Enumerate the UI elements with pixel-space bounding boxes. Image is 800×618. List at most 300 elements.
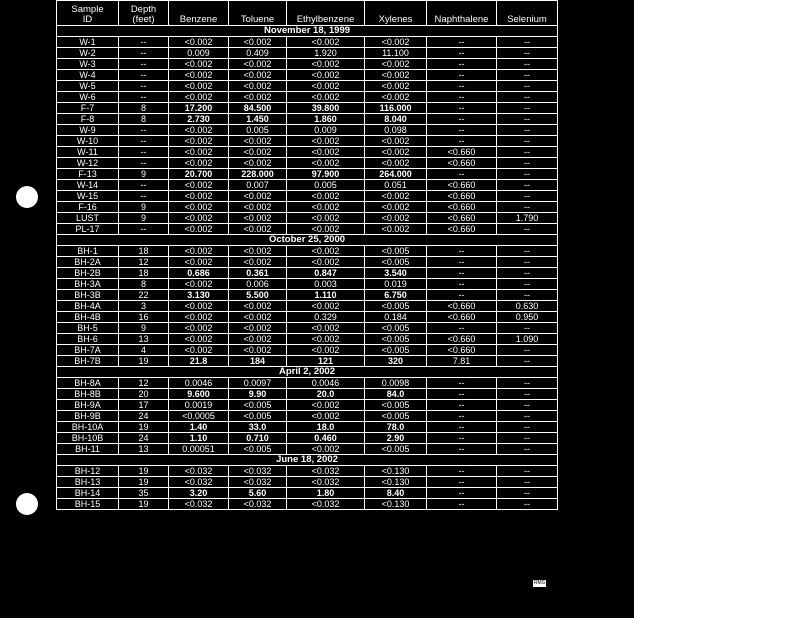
table-cell: <0.002 <box>287 92 365 103</box>
table-cell: -- <box>119 147 169 158</box>
column-header: Toluene <box>229 1 287 26</box>
table-row <box>57 268 558 279</box>
table-cell: 0.184 <box>365 312 427 323</box>
table-cell: 0.007 <box>229 180 287 191</box>
table-cell: <0.002 <box>229 158 287 169</box>
table-cell: -- <box>497 400 558 411</box>
table-cell: <0.005 <box>365 323 427 334</box>
table-cell: -- <box>497 323 558 334</box>
table-cell: <0.002 <box>365 70 427 81</box>
table-cell: -- <box>497 378 558 389</box>
table-cell: 9 <box>119 213 169 224</box>
table-cell: <0.005 <box>365 444 427 455</box>
sample-id-cell: BH-7A <box>57 345 119 356</box>
table-cell: 0.0019 <box>169 400 229 411</box>
table-cell: <0.002 <box>229 301 287 312</box>
table-row <box>57 147 558 158</box>
table-cell: 20 <box>119 389 169 400</box>
table-cell: -- <box>497 180 558 191</box>
table-cell: -- <box>497 114 558 125</box>
table-cell: <0.002 <box>287 59 365 70</box>
table-cell: <0.002 <box>169 191 229 202</box>
table-cell: 0.847 <box>287 268 365 279</box>
table-cell: -- <box>497 59 558 70</box>
table-cell: 84.500 <box>229 103 287 114</box>
table-cell: <0.002 <box>287 158 365 169</box>
table-cell: 16 <box>119 312 169 323</box>
table-cell: 2.730 <box>169 114 229 125</box>
table-row <box>57 466 558 477</box>
sample-id-cell: BH-15 <box>57 499 119 510</box>
table-cell: <0.130 <box>365 499 427 510</box>
table-cell: 3 <box>119 301 169 312</box>
table-cell: -- <box>497 136 558 147</box>
table-cell: 0.006 <box>229 279 287 290</box>
sample-id-cell: BH-4A <box>57 301 119 312</box>
table-cell: 8 <box>119 103 169 114</box>
table-cell: <0.660 <box>427 345 497 356</box>
table-cell: <0.002 <box>365 37 427 48</box>
table-cell: <0.002 <box>169 312 229 323</box>
table-cell: -- <box>497 268 558 279</box>
table-cell: 84.0 <box>365 389 427 400</box>
table-cell: <0.002 <box>229 202 287 213</box>
table-cell: 9 <box>119 169 169 180</box>
table-cell: <0.032 <box>229 477 287 488</box>
table-cell: 5.60 <box>229 488 287 499</box>
table-row <box>57 378 558 389</box>
table-row <box>57 213 558 224</box>
table-cell: <0.002 <box>229 224 287 235</box>
table-cell: -- <box>427 114 497 125</box>
table-cell: 11.100 <box>365 48 427 59</box>
table-cell: 0.009 <box>169 48 229 59</box>
table-cell: 264.000 <box>365 169 427 180</box>
analytical-results-table-wrap <box>56 0 557 510</box>
table-cell: 0.098 <box>365 125 427 136</box>
table-cell: -- <box>497 389 558 400</box>
table-cell: 3.130 <box>169 290 229 301</box>
table-cell: <0.002 <box>287 202 365 213</box>
table-cell: 121 <box>287 356 365 367</box>
table-cell: -- <box>497 92 558 103</box>
table-cell: <0.660 <box>427 147 497 158</box>
table-cell: -- <box>427 81 497 92</box>
table-cell: <0.032 <box>169 499 229 510</box>
sample-id-cell: W-12 <box>57 158 119 169</box>
table-cell: <0.660 <box>427 202 497 213</box>
table-cell: 0.950 <box>497 312 558 323</box>
table-cell: <0.660 <box>427 180 497 191</box>
table-cell: -- <box>497 70 558 81</box>
sample-id-cell: PL-17 <box>57 224 119 235</box>
table-cell: <0.660 <box>427 301 497 312</box>
section-date-row <box>57 455 558 466</box>
table-cell: 1.40 <box>169 422 229 433</box>
sample-id-cell: W-4 <box>57 70 119 81</box>
table-cell: -- <box>497 356 558 367</box>
table-cell: <0.002 <box>169 125 229 136</box>
table-cell: -- <box>119 158 169 169</box>
table-cell: 18 <box>119 246 169 257</box>
table-row <box>57 202 558 213</box>
table-row <box>57 246 558 257</box>
table-cell: <0.002 <box>365 147 427 158</box>
table-cell: <0.032 <box>287 477 365 488</box>
table-cell: 24 <box>119 411 169 422</box>
table-cell: <0.005 <box>365 246 427 257</box>
table-row <box>57 389 558 400</box>
table-cell: 0.003 <box>287 279 365 290</box>
punch-hole-bottom <box>16 493 38 515</box>
column-header: Sample ID <box>57 1 119 26</box>
table-cell: <0.002 <box>229 147 287 158</box>
table-cell: -- <box>497 279 558 290</box>
table-cell: -- <box>497 125 558 136</box>
table-cell: -- <box>427 70 497 81</box>
table-cell: 0.005 <box>287 180 365 191</box>
table-cell: <0.002 <box>169 345 229 356</box>
column-header: Ethylbenzene <box>287 1 365 26</box>
sample-id-cell: BH-9A <box>57 400 119 411</box>
table-cell: 24 <box>119 433 169 444</box>
sample-id-cell: W-3 <box>57 59 119 70</box>
table-cell: <0.002 <box>229 191 287 202</box>
table-cell: 0.019 <box>365 279 427 290</box>
table-cell: 9 <box>119 202 169 213</box>
column-header: Naphthalene <box>427 1 497 26</box>
table-row <box>57 477 558 488</box>
table-cell: -- <box>427 48 497 59</box>
table-cell: -- <box>427 389 497 400</box>
table-cell: 17 <box>119 400 169 411</box>
sample-id-cell: F-16 <box>57 202 119 213</box>
table-cell: 8.40 <box>365 488 427 499</box>
sample-id-cell: W-9 <box>57 125 119 136</box>
table-cell: -- <box>427 125 497 136</box>
table-cell: <0.002 <box>287 224 365 235</box>
sample-id-cell: BH-4B <box>57 312 119 323</box>
table-cell: -- <box>497 433 558 444</box>
table-cell: <0.002 <box>287 334 365 345</box>
table-cell: 5.500 <box>229 290 287 301</box>
column-header: Benzene <box>169 1 229 26</box>
table-row <box>57 488 558 499</box>
table-cell: -- <box>497 37 558 48</box>
table-cell: -- <box>427 499 497 510</box>
table-cell: <0.005 <box>365 411 427 422</box>
table-cell: 22 <box>119 290 169 301</box>
table-cell: <0.002 <box>287 301 365 312</box>
sample-id-cell: LUST <box>57 213 119 224</box>
table-cell: 78.0 <box>365 422 427 433</box>
table-cell: <0.002 <box>229 213 287 224</box>
table-cell: <0.002 <box>169 180 229 191</box>
table-cell: -- <box>427 279 497 290</box>
table-cell: -- <box>119 37 169 48</box>
table-row <box>57 81 558 92</box>
table-cell: <0.002 <box>287 444 365 455</box>
table-cell: <0.002 <box>169 224 229 235</box>
table-cell: <0.002 <box>169 301 229 312</box>
table-cell: 1.090 <box>497 334 558 345</box>
table-cell: 116.000 <box>365 103 427 114</box>
sample-id-cell: BH-7B <box>57 356 119 367</box>
table-cell: 20.700 <box>169 169 229 180</box>
table-cell: <0.002 <box>287 191 365 202</box>
table-cell: <0.002 <box>229 37 287 48</box>
sample-id-cell: W-2 <box>57 48 119 59</box>
sample-id-cell: BH-10B <box>57 433 119 444</box>
table-cell: <0.660 <box>427 158 497 169</box>
table-cell: 1.860 <box>287 114 365 125</box>
table-cell: -- <box>497 169 558 180</box>
table-cell: <0.002 <box>287 246 365 257</box>
table-cell: 1.110 <box>287 290 365 301</box>
table-cell: <0.002 <box>169 81 229 92</box>
sample-id-cell: BH-3A <box>57 279 119 290</box>
table-cell: -- <box>427 411 497 422</box>
table-cell: -- <box>497 147 558 158</box>
table-cell: 320 <box>365 356 427 367</box>
table-cell: -- <box>119 92 169 103</box>
table-cell: <0.002 <box>169 323 229 334</box>
sample-id-cell: W-5 <box>57 81 119 92</box>
table-cell: 0.630 <box>497 301 558 312</box>
column-header: Xylenes <box>365 1 427 26</box>
table-cell: <0.002 <box>229 323 287 334</box>
sample-id-cell: BH-12 <box>57 466 119 477</box>
sample-id-cell: BH-5 <box>57 323 119 334</box>
table-row <box>57 158 558 169</box>
table-cell: <0.002 <box>229 334 287 345</box>
table-cell: <0.002 <box>287 345 365 356</box>
table-cell: 6.750 <box>365 290 427 301</box>
table-cell: 13 <box>119 444 169 455</box>
table-cell: <0.002 <box>287 400 365 411</box>
table-cell: -- <box>497 488 558 499</box>
table-cell: -- <box>427 268 497 279</box>
table-cell: 0.361 <box>229 268 287 279</box>
table-cell: <0.032 <box>229 466 287 477</box>
table-cell: <0.002 <box>169 213 229 224</box>
sample-id-cell: W-6 <box>57 92 119 103</box>
table-row <box>57 334 558 345</box>
table-row <box>57 444 558 455</box>
table-cell: 8 <box>119 114 169 125</box>
table-row <box>57 301 558 312</box>
table-cell: 0.0046 <box>169 378 229 389</box>
table-cell: -- <box>119 136 169 147</box>
table-cell: -- <box>497 477 558 488</box>
sample-id-cell: BH-6 <box>57 334 119 345</box>
sample-id-cell: BH-13 <box>57 477 119 488</box>
table-cell: -- <box>427 400 497 411</box>
table-cell: <0.002 <box>169 158 229 169</box>
table-cell: 0.0098 <box>365 378 427 389</box>
table-cell: <0.002 <box>169 136 229 147</box>
table-cell: 33.0 <box>229 422 287 433</box>
table-cell: <0.660 <box>427 224 497 235</box>
table-cell: 21.8 <box>169 356 229 367</box>
table-row <box>57 356 558 367</box>
table-cell: 7.81 <box>427 356 497 367</box>
table-row <box>57 169 558 180</box>
table-cell: -- <box>497 411 558 422</box>
table-cell: <0.002 <box>169 257 229 268</box>
sample-id-cell: BH-2A <box>57 257 119 268</box>
table-cell: 1.920 <box>287 48 365 59</box>
column-header: Selenium <box>497 1 558 26</box>
column-header: Depth (feet) <box>119 1 169 26</box>
section-date-row <box>57 26 558 37</box>
sample-id-cell: W-15 <box>57 191 119 202</box>
table-cell: -- <box>427 246 497 257</box>
table-cell: -- <box>119 180 169 191</box>
table-cell: 0.409 <box>229 48 287 59</box>
table-cell: 1.10 <box>169 433 229 444</box>
table-row <box>57 290 558 301</box>
table-cell: <0.002 <box>229 70 287 81</box>
table-cell: 19 <box>119 356 169 367</box>
table-cell: -- <box>497 257 558 268</box>
table-cell: -- <box>119 224 169 235</box>
table-cell: -- <box>497 81 558 92</box>
table-body <box>57 26 558 510</box>
table-cell: -- <box>119 48 169 59</box>
table-cell: -- <box>497 103 558 114</box>
table-cell: <0.002 <box>365 59 427 70</box>
table-cell: -- <box>427 378 497 389</box>
table-cell: <0.660 <box>427 334 497 345</box>
table-header <box>57 1 558 26</box>
table-cell: <0.002 <box>365 136 427 147</box>
table-cell: <0.002 <box>169 59 229 70</box>
table-row <box>57 70 558 81</box>
table-cell: -- <box>427 488 497 499</box>
table-cell: -- <box>497 246 558 257</box>
table-cell: <0.002 <box>169 147 229 158</box>
table-cell: 0.710 <box>229 433 287 444</box>
section-date: April 2, 2002 <box>57 367 558 378</box>
table-cell: 19 <box>119 477 169 488</box>
table-cell: -- <box>119 81 169 92</box>
table-cell: -- <box>427 477 497 488</box>
table-cell: <0.002 <box>169 334 229 345</box>
table-cell: 1.790 <box>497 213 558 224</box>
sample-id-cell: BH-8A <box>57 378 119 389</box>
table-cell: 0.00051 <box>169 444 229 455</box>
table-row <box>57 433 558 444</box>
table-row <box>57 59 558 70</box>
table-cell: 12 <box>119 378 169 389</box>
sample-id-cell: W-11 <box>57 147 119 158</box>
table-cell: <0.660 <box>427 213 497 224</box>
table-cell: <0.002 <box>287 70 365 81</box>
table-cell: -- <box>497 422 558 433</box>
table-cell: <0.005 <box>229 411 287 422</box>
table-row <box>57 103 558 114</box>
table-cell: <0.002 <box>287 147 365 158</box>
table-row <box>57 114 558 125</box>
table-cell: -- <box>497 48 558 59</box>
table-cell: 20.0 <box>287 389 365 400</box>
sample-id-cell: BH-10A <box>57 422 119 433</box>
table-cell: 0.0097 <box>229 378 287 389</box>
table-cell: 0.009 <box>287 125 365 136</box>
sample-id-cell: BH-1 <box>57 246 119 257</box>
table-cell: -- <box>119 70 169 81</box>
table-cell: <0.002 <box>229 59 287 70</box>
table-cell: <0.130 <box>365 477 427 488</box>
sample-id-cell: W-10 <box>57 136 119 147</box>
page-code-label: RMS <box>533 580 546 586</box>
table-cell: <0.002 <box>169 37 229 48</box>
table-cell: <0.032 <box>169 477 229 488</box>
table-cell: 17.200 <box>169 103 229 114</box>
sample-id-cell: F-13 <box>57 169 119 180</box>
table-cell: 2.90 <box>365 433 427 444</box>
table-cell: <0.005 <box>365 301 427 312</box>
table-cell: -- <box>119 125 169 136</box>
table-row <box>57 257 558 268</box>
table-cell: <0.032 <box>287 499 365 510</box>
table-row <box>57 180 558 191</box>
table-cell: <0.002 <box>365 202 427 213</box>
table-cell: <0.002 <box>229 92 287 103</box>
table-cell: <0.660 <box>427 191 497 202</box>
table-cell: -- <box>497 224 558 235</box>
table-cell: <0.005 <box>365 345 427 356</box>
section-date: June 18, 2002 <box>57 455 558 466</box>
table-cell: -- <box>497 466 558 477</box>
table-cell: <0.002 <box>365 92 427 103</box>
table-cell: <0.032 <box>229 499 287 510</box>
table-cell: 18 <box>119 268 169 279</box>
punch-hole-top <box>16 186 38 208</box>
table-row <box>57 345 558 356</box>
table-cell: -- <box>497 290 558 301</box>
table-row <box>57 48 558 59</box>
table-cell: <0.005 <box>229 400 287 411</box>
table-cell: 9 <box>119 323 169 334</box>
table-cell: <0.002 <box>287 213 365 224</box>
table-cell: -- <box>427 466 497 477</box>
table-cell: <0.005 <box>365 257 427 268</box>
table-row <box>57 312 558 323</box>
sample-id-cell: BH-9B <box>57 411 119 422</box>
table-cell: <0.002 <box>287 411 365 422</box>
table-cell: -- <box>497 345 558 356</box>
table-cell: <0.005 <box>365 334 427 345</box>
table-cell: -- <box>427 422 497 433</box>
table-cell: <0.002 <box>287 37 365 48</box>
table-cell: 0.460 <box>287 433 365 444</box>
table-cell: <0.002 <box>229 136 287 147</box>
table-cell: 1.450 <box>229 114 287 125</box>
table-cell: -- <box>427 433 497 444</box>
table-cell: -- <box>427 37 497 48</box>
table-cell: 19 <box>119 466 169 477</box>
table-cell: 18.0 <box>287 422 365 433</box>
table-cell: <0.002 <box>287 136 365 147</box>
section-date-row <box>57 367 558 378</box>
section-date-row <box>57 235 558 246</box>
section-date: October 25, 2000 <box>57 235 558 246</box>
sample-id-cell: F-7 <box>57 103 119 114</box>
table-cell: <0.002 <box>287 257 365 268</box>
table-row <box>57 422 558 433</box>
